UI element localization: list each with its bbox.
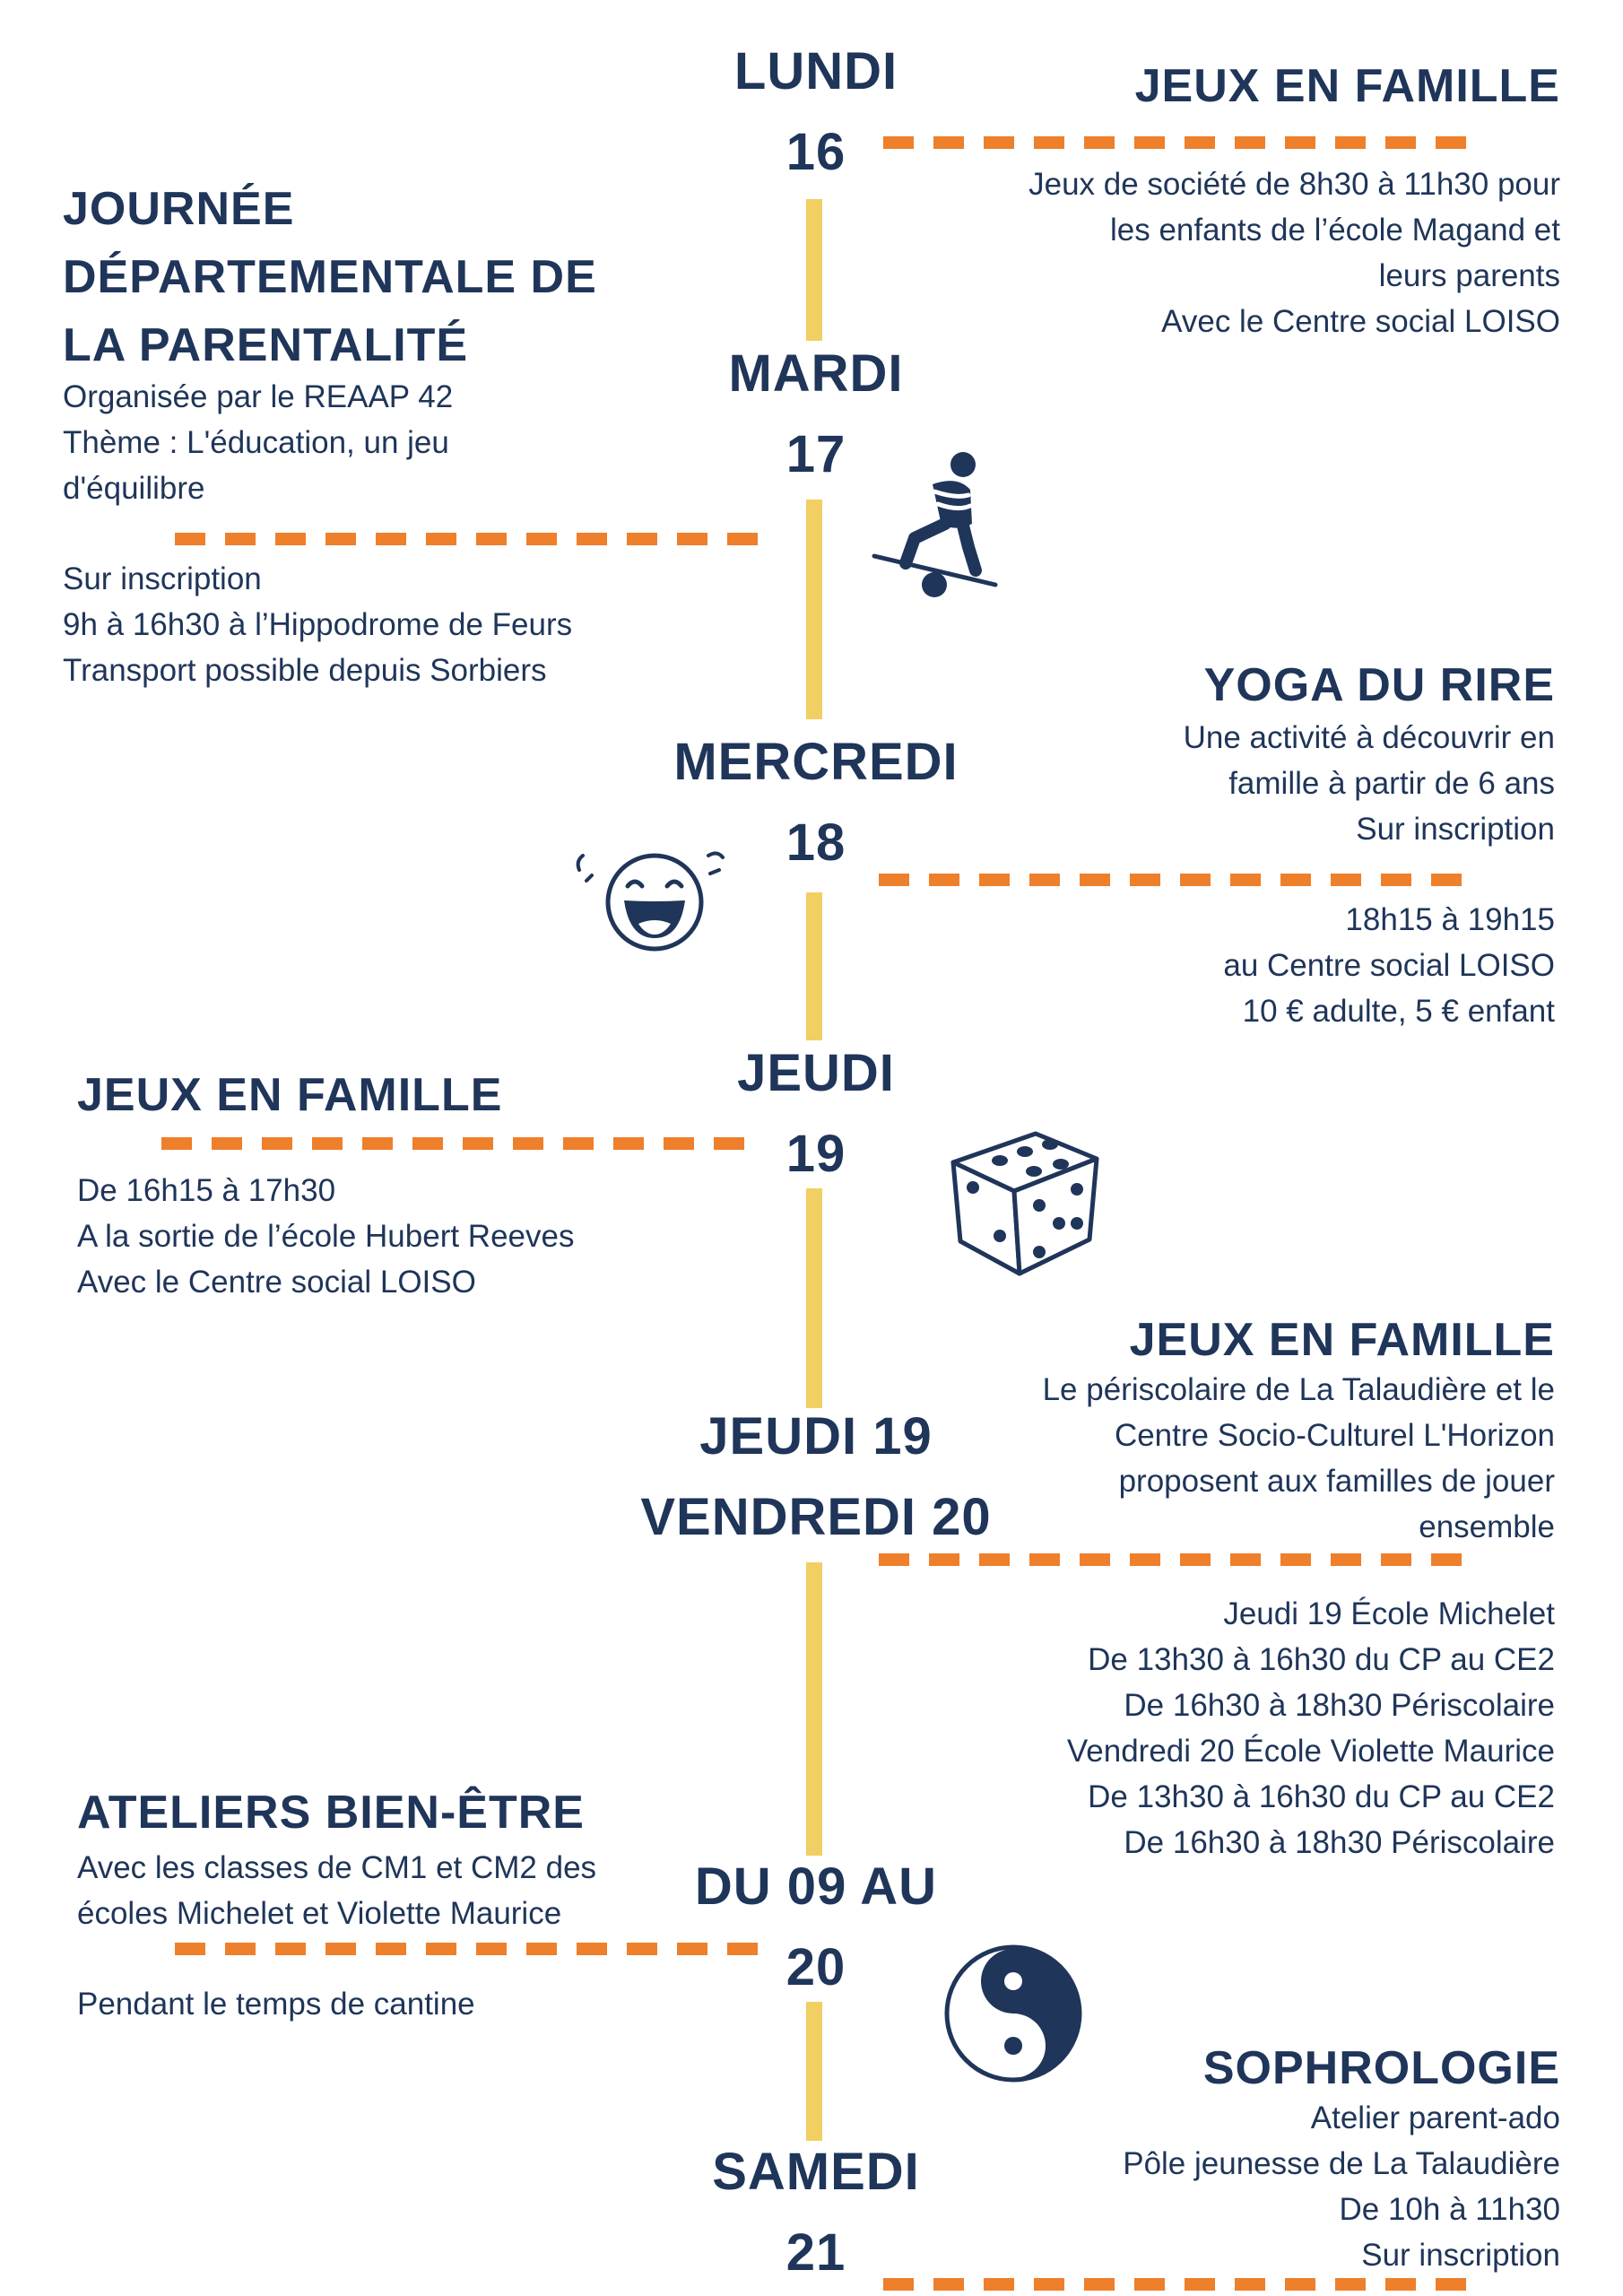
event-title-ateliers: ATELIERS BIEN-ÊTRE	[77, 1787, 585, 1839]
event-title-mercredi: YOGA DU RIRE	[1203, 659, 1555, 711]
event-title-jeudi: JEUX EN FAMILLE	[77, 1069, 503, 1121]
event-details-mardi: Sur inscription 9h à 16h30 à l’Hippodrome de Feurs Transport possible depuis Sorbiers	[63, 561, 573, 688]
timeline-bar	[806, 2002, 822, 2141]
event-title-jeudi-vendredi: JEUX EN FAMILLE	[1129, 1314, 1555, 1366]
balance-board-icon	[870, 448, 1022, 605]
dashed-connector	[883, 2278, 1466, 2291]
dashed-connector	[879, 1553, 1462, 1566]
dashed-connector	[879, 874, 1462, 886]
timeline-bar	[806, 1188, 822, 1408]
event-text-ateliers: Avec les classes de CM1 et CM2 des écoles Michelet et Violette Maurice	[77, 1850, 597, 1931]
timeline-bar	[806, 892, 822, 1040]
day-label-jeudi: JEUDI 19	[737, 1044, 895, 1183]
day-label-mercredi: MERCREDI 18	[673, 733, 959, 872]
timeline-bar	[806, 199, 822, 341]
yin-yang-icon	[942, 1942, 1085, 2085]
dashed-connector	[883, 136, 1466, 149]
event-title-samedi: SOPHROLOGIE	[1202, 2042, 1560, 2094]
event-details-jeudi: De 16h15 à 17h30 A la sortie de l’école Hubert Reeves Avec le Centre social LOISO	[77, 1173, 575, 1300]
event-details-jeudi-vendredi: Jeudi 19 École Michelet De 13h30 à 16h30 du CP au CE2 De 16h30 à 18h30 Périscolaire Vendredi 20 École Violette Maurice De 13h30 à 16h30 du CP au CE2 De 16h30 à 18h30 Périscolaire	[1066, 1596, 1555, 1860]
dashed-connector	[175, 533, 758, 545]
dashed-connector	[175, 1943, 758, 1955]
laughing-face-icon	[574, 834, 735, 960]
event-text-mercredi: Une activité à découvrir en famille à partir de 6 ans Sur inscription	[1183, 720, 1555, 847]
event-title-mardi: JOURNÉE DÉPARTEMENTALE DE LA PARENTALITÉ	[63, 183, 597, 371]
day-label-mardi: MARDI 17	[728, 344, 904, 483]
day-label-du-09-au-20: DU 09 AU 20	[694, 1857, 938, 1996]
event-details-ateliers: Pendant le temps de cantine	[77, 1987, 475, 2022]
dashed-connector	[161, 1137, 744, 1150]
event-text-jeudi-vendredi: Le périscolaire de La Talaudière et le Centre Socio-Culturel L'Horizon proposent aux familles de jouer ensemble	[1042, 1372, 1555, 1544]
day-label-samedi: SAMEDI 21	[712, 2143, 920, 2282]
event-text-lundi: Jeux de société de 8h30 à 11h30 pour les enfants de l’école Magand et leurs parents Avec le Centre social LOISO	[1028, 167, 1560, 339]
event-text-mardi: Organisée par le REAAP 42 Thème : L'éducation, un jeu d'équilibre	[63, 379, 454, 506]
timeline-bar	[806, 1562, 822, 1856]
dice-icon	[946, 1119, 1107, 1279]
event-text-samedi: Atelier parent-ado Pôle jeunesse de La Talaudière De 10h à 11h30 Sur inscription	[1123, 2100, 1560, 2273]
day-label-lundi: LUNDI 16	[733, 42, 898, 181]
event-details-mercredi: 18h15 à 19h15 au Centre social LOISO 10 € adulte, 5 € enfant	[1223, 902, 1555, 1029]
event-title-lundi: JEUX EN FAMILLE	[1134, 60, 1560, 112]
day-label-jeudi-vendredi: JEUDI 19 VENDREDI 20	[640, 1407, 992, 1546]
timeline-bar	[806, 500, 822, 719]
